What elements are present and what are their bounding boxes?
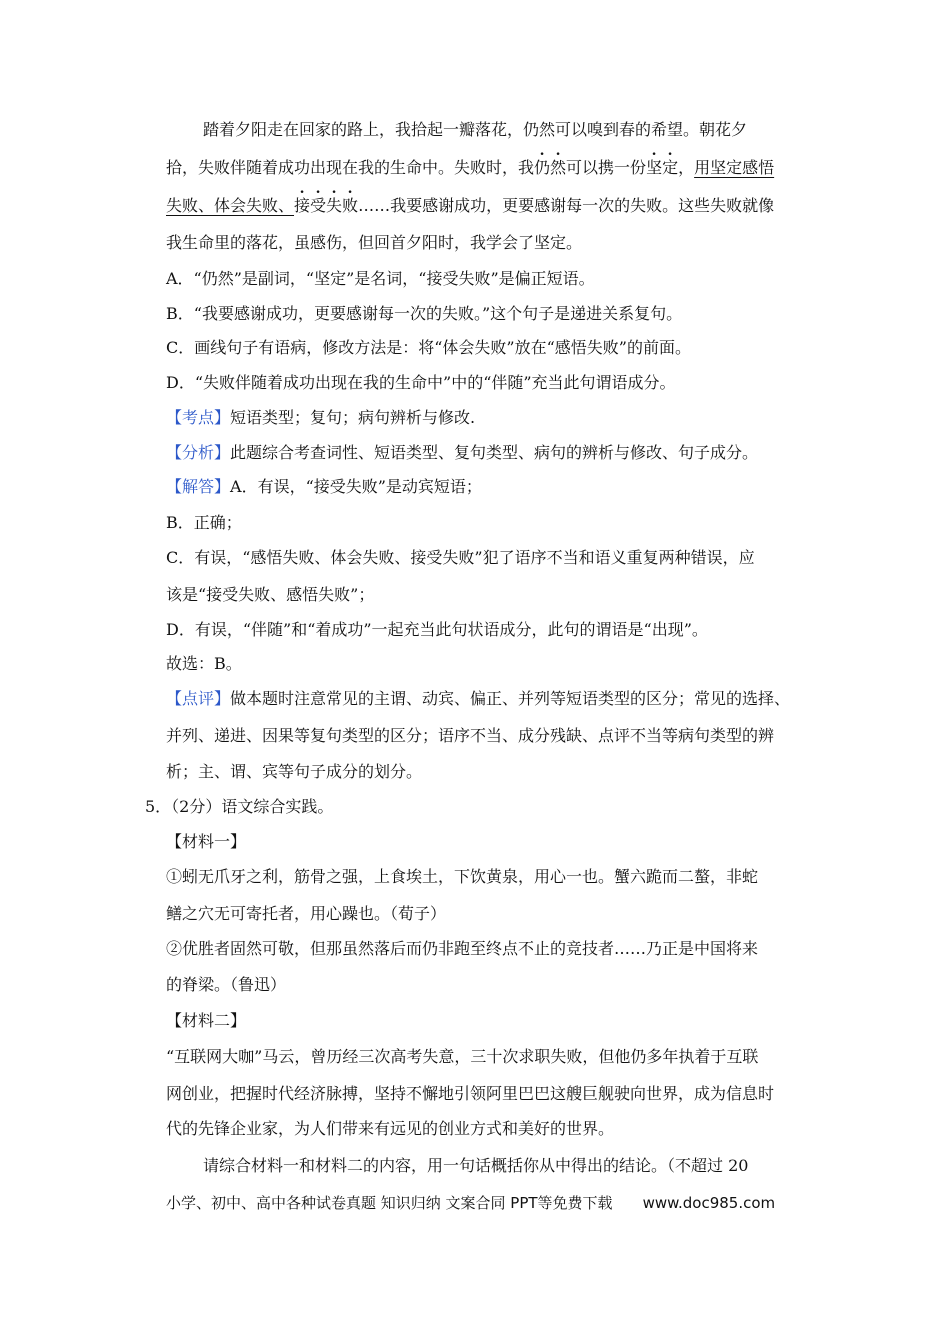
emphasis-char: 仍 [534, 158, 551, 177]
option-d: D．“失败伴随着成功出现在我的生命中”中的“伴随”充当此句谓语成分。 [166, 373, 676, 392]
option-b: B．“我要感谢成功，更要感谢每一次的失败。”这个句子是递进关系复句。 [166, 304, 683, 323]
jieda-c1: C．有误，“感悟失败、体会失败、接受失败”犯了语序不当和语义重复两种错误，应 [166, 548, 755, 567]
emphasis-char: 接 [294, 196, 311, 215]
jieda-choice: 故选：B。 [166, 654, 242, 673]
dianping-text: 做本题时注意常见的主谓、动宾、偏正、并列等短语类型的区分；常见的选择、 [230, 689, 791, 708]
question-5-ask: 请综合材料一和材料二的内容，用一句话概括你从中得出的结论。（不超过 20 [203, 1156, 749, 1175]
dianping-line-1 [166, 689, 790, 709]
text-run: ……我要感谢成功，更要感谢每一次的失败。这些失败就像 [358, 196, 775, 215]
material-2-line-2: 网创业，把握时代经济脉搏，坚持不懈地引领阿里巴巴这艘巨舰驶向世界，成为信息时 [166, 1084, 775, 1103]
question-5-title: 5．（2分）语文综合实践。 [145, 797, 334, 816]
text-run: 可以携一份 [566, 158, 647, 177]
text-run: ， [678, 158, 695, 177]
emphasis-char: 然 [550, 158, 567, 177]
emphasis-char: 坚 [646, 158, 663, 177]
text-run: 拾，失败伴随着成功出现在我的生命中。失败时，我 [166, 158, 535, 177]
emphasis-char: 受 [310, 196, 327, 215]
option-a: A．“仍然”是副词，“坚定”是名词，“接受失败”是偏正短语。 [166, 269, 595, 288]
emphasis-char: 定 [662, 158, 679, 177]
kaodian-text: 短语类型；复句；病句辨析与修改. [230, 408, 476, 427]
dianping-tag: 【点评】 [166, 689, 231, 708]
jieda-a: A．有误，“接受失败”是动宾短语； [230, 477, 482, 496]
page-footer [166, 1192, 775, 1213]
material-1-item-2b: 的脊梁。（鲁迅） [166, 975, 287, 994]
underlined-sentence: 失败、体会失败、 [166, 196, 295, 215]
material-2-line-1: “互联网大咖”马云，曾历经三次高考失意，三十次求职失败，但他仍多年执着于互联 [166, 1047, 759, 1066]
passage-line-3 [166, 196, 774, 216]
material-1-item-1b: 鳝之穴无可寄托者，用心躁也。（荀子） [166, 904, 447, 923]
jieda-tag: 【解答】 [166, 477, 231, 496]
emphasis-char: 失 [326, 196, 343, 215]
material-1-item-1a: ①蚓无爪牙之利，筋骨之强，上食埃土，下饮黄泉，用心一也。蟹六跪而二螯，非蛇 [166, 867, 759, 886]
fenxi-line [166, 443, 758, 463]
passage-line-2 [166, 158, 774, 178]
passage-line-4: 我生命里的落花，虽感伤，但回首夕阳时，我学会了坚定。 [166, 233, 583, 252]
kaodian-line [166, 408, 475, 428]
fenxi-text: 此题综合考查词性、短语类型、复句类型、病句的辨析与修改、句子成分。 [230, 443, 759, 462]
jieda-b: B．正确； [166, 513, 242, 532]
material-1-item-2a: ②优胜者固然可敬，但那虽然落后而仍非跑至终点不止的竞技者……乃正是中国将来 [166, 939, 759, 958]
option-c: C．画线句子有语病，修改方法是：将“体会失败”放在“感悟失败”的前面。 [166, 338, 691, 357]
underlined-sentence: 用坚定感悟 [694, 158, 775, 177]
dianping-line-3: 析；主、谓、宾等句子成分的划分。 [166, 762, 423, 781]
kaodian-tag: 【考点】 [166, 408, 231, 427]
footer-text: 小学、初中、高中各种试卷真题 知识归纳 文案合同 PPT等免费下载 [166, 1194, 613, 1212]
jieda-line [166, 477, 482, 497]
footer-url[interactable]: www.doc985.com [642, 1194, 776, 1212]
material-2-line-3: 代的先锋企业家，为人们带来有远见的创业方式和美好的世界。 [166, 1119, 615, 1138]
jieda-c2: 该是“接受失败、感悟失败”； [166, 585, 375, 604]
material-1-label: 【材料一】 [166, 832, 247, 851]
passage-line-1: 踏着夕阳走在回家的路上，我拾起一瓣落花，仍然可以嗅到春的希望。朝花夕 [203, 120, 748, 139]
dianping-line-2: 并列、递进、因果等复句类型的区分；语序不当、成分残缺、点评不当等病句类型的辨 [166, 726, 775, 745]
material-2-label: 【材料二】 [166, 1011, 247, 1030]
fenxi-tag: 【分析】 [166, 443, 231, 462]
emphasis-char: 败 [342, 196, 359, 215]
jieda-d: D．有误，“伴随”和“着成功”一起充当此句状语成分，此句的谓语是“出现”。 [166, 620, 708, 639]
